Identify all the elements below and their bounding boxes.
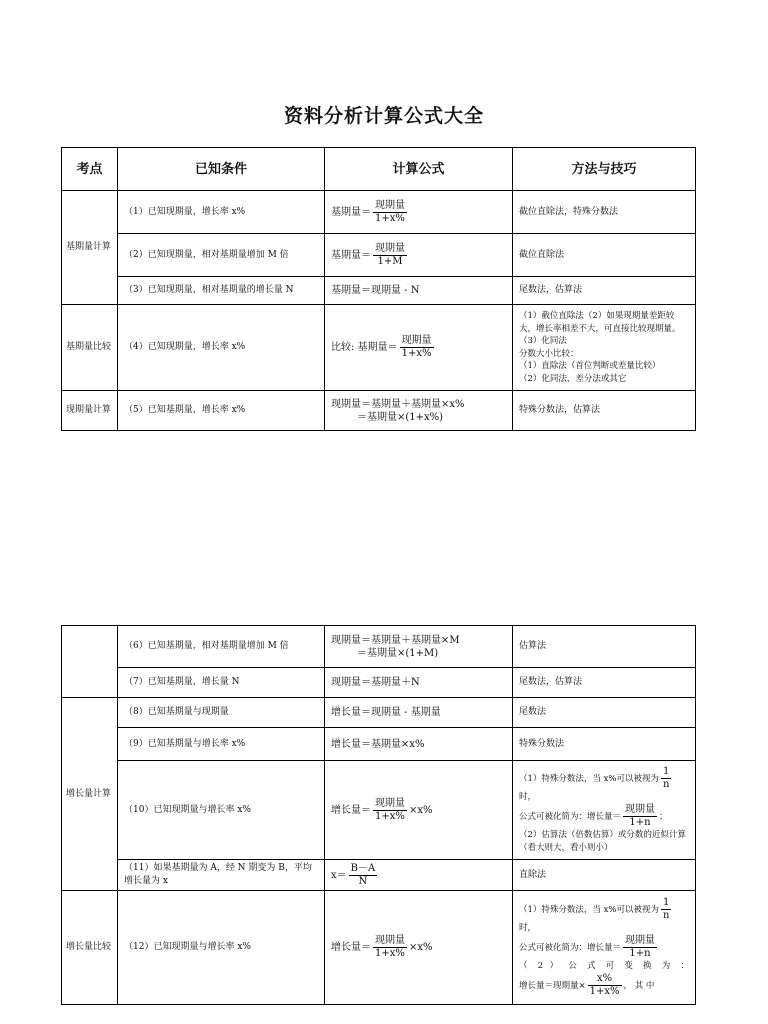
formula-lhs: x＝	[331, 869, 347, 881]
condition-cell: （3）已知现期量，相对基期量的增长量 N	[118, 277, 325, 305]
table-row	[62, 728, 696, 761]
formula-lhs: 基期量＝	[331, 249, 371, 261]
condition-cell: （12）已知现期量与增长率 x%	[118, 891, 325, 1005]
header-condition: 已知条件	[118, 148, 325, 191]
condition-cell: （5）已知基期量，增长率 x%	[118, 391, 325, 431]
table-row	[62, 391, 696, 431]
method-line: 分数大小比较：	[519, 348, 579, 359]
fraction-numerator: x%	[588, 973, 622, 986]
method-cell	[513, 761, 696, 860]
method-text: 时，	[519, 791, 537, 802]
method-cell: 尾数法，估算法	[513, 668, 696, 698]
formula-cell: 增长量＝现期量 - 基期量	[325, 698, 513, 728]
formula-cell: 增长量＝基期量×x%	[325, 728, 513, 761]
fraction-numerator: 1	[661, 897, 671, 910]
method-cell: 截位直除法，特殊分数法	[513, 191, 696, 234]
condition-cell: （6）已知基期量，相对基期量增加 M 倍	[118, 626, 325, 668]
table-row	[62, 234, 696, 277]
method-cell: 尾数法	[513, 698, 696, 728]
formula-cell	[325, 305, 513, 391]
table-row	[62, 277, 696, 305]
method-line	[519, 973, 689, 998]
method-text: 增长量＝现期量×	[519, 981, 586, 991]
formula-line: 现期量＝基期量＋基期量×M	[331, 634, 460, 646]
method-text: 时，	[519, 923, 537, 933]
formula-fraction	[373, 935, 407, 960]
method-text: ， 其 中	[623, 981, 655, 991]
method-cell	[513, 891, 696, 1005]
formula-table-top	[61, 147, 696, 431]
condition-cell: （2）已知现期量，相对基期量增加 M 倍	[118, 234, 325, 277]
fraction-numerator: 现期量	[401, 335, 432, 346]
method-line: （3）化同法	[519, 336, 567, 346]
formula-lhs: 基期量＝	[331, 206, 371, 218]
fraction-numerator: 现期量	[375, 242, 405, 254]
formula-cell	[325, 391, 513, 431]
header-topic: 考点	[62, 148, 118, 191]
method-cell: 尾数法，估算法	[513, 277, 696, 305]
condition-cell: （4）已知现期量，增长率 x%	[118, 305, 325, 391]
fraction-numerator: 1	[661, 766, 671, 779]
method-cell: 直除法	[513, 860, 696, 891]
method-line: （1）直除法（首位判断或差量比较）	[519, 361, 661, 371]
fraction-denominator: 1+n	[629, 816, 651, 828]
page-title: 资料分析计算公式大全	[283, 105, 484, 127]
method-line	[519, 897, 689, 935]
table-row	[62, 305, 696, 391]
table-row	[62, 191, 696, 234]
formula-cell	[325, 860, 513, 891]
fraction-denominator: N	[358, 875, 368, 887]
table-row	[62, 761, 696, 860]
formula-rhs: ×x%	[409, 804, 433, 816]
formula-cell	[325, 891, 513, 1005]
method-cell: 特殊分数法	[513, 728, 696, 761]
fraction-denominator: 1+x%	[589, 986, 620, 997]
condition-cell: （11）如果基期量为 A，经 N 期变为 B，平均增长量为 x	[118, 860, 325, 891]
condition-cell: （1）已知现期量，增长率 x%	[118, 191, 325, 234]
method-fraction	[661, 766, 671, 791]
table-row	[62, 891, 696, 1005]
category-growth-calc: 增长量计算	[62, 698, 118, 891]
method-cell: 估算法	[513, 626, 696, 668]
method-fraction	[623, 935, 657, 960]
formula-fraction	[373, 798, 407, 823]
formula-cell	[325, 234, 513, 277]
formula-line: ＝基期量×(1+x%)	[357, 411, 444, 423]
formula-table-bottom	[61, 625, 696, 1005]
fraction-denominator: 1+x%	[375, 212, 405, 224]
category-continued	[62, 626, 118, 698]
formula-cell: 基期量＝现期量 - N	[325, 277, 513, 305]
formula-fraction	[400, 335, 434, 360]
table-header-row	[62, 148, 696, 191]
fraction-numerator: 现期量	[625, 803, 656, 815]
fraction-denominator: 1+M	[377, 255, 403, 267]
method-text: 公式可被化简为：增长量＝	[519, 943, 622, 953]
fraction-denominator: n	[662, 778, 670, 790]
category-growth-compare: 增长量比较	[62, 891, 118, 1005]
category-base-compare: 基期量比较	[62, 305, 118, 391]
formula-cell	[325, 761, 513, 860]
header-method: 方法与技巧	[513, 148, 696, 191]
method-line	[519, 804, 689, 829]
formula-line: 现期量＝基期量＋基期量×x%	[331, 398, 465, 410]
method-cell	[513, 305, 696, 391]
method-line: （2）化同法，差分法或其它	[519, 373, 627, 384]
fraction-denominator: 1+x%	[401, 348, 432, 359]
fraction-denominator: n	[662, 910, 670, 921]
category-current-calc: 现期量计算	[62, 391, 118, 431]
table-row	[62, 698, 696, 728]
formula-fraction	[373, 200, 407, 225]
formula-cell: 现期量＝基期量＋N	[325, 668, 513, 698]
formula-fraction	[373, 243, 407, 268]
fraction-numerator: 现期量	[375, 935, 405, 946]
fraction-denominator: 1+n	[629, 948, 651, 959]
method-text: （1）特殊分数法，当 x%可以被视为	[519, 905, 659, 915]
method-text: （1）特殊分数法，当 x%可以被视为	[519, 773, 659, 784]
formula-line: ＝基期量×(1+M)	[357, 647, 439, 659]
formula-rhs: ×x%	[409, 942, 433, 953]
fraction-denominator: 1+x%	[375, 810, 405, 822]
formula-fraction	[349, 863, 378, 888]
method-cell: 截位直除法	[513, 234, 696, 277]
method-fraction	[623, 804, 657, 829]
method-cell: 特殊分数法，估算法	[513, 391, 696, 431]
fraction-numerator: 现期量	[625, 935, 656, 946]
method-text: 公式可被化简为：增长量＝	[519, 811, 622, 822]
condition-cell: （8）已知基期量与现期量	[118, 698, 325, 728]
table-row	[62, 626, 696, 668]
formula-lhs: 比较: 基期量＝	[331, 342, 398, 353]
method-fraction	[588, 973, 622, 998]
condition-cell: （10）已知现期量与增长率 x%	[118, 761, 325, 860]
header-formula: 计算公式	[325, 148, 513, 191]
formula-cell	[325, 626, 513, 668]
method-line	[519, 766, 689, 804]
fraction-numerator: 现期量	[375, 199, 405, 211]
table-row	[62, 668, 696, 698]
method-line: （1）截位直除法（2）如果现期量差距较大，增长率相差不大，可直接比较现期量。	[519, 311, 681, 334]
method-text: ；	[659, 811, 668, 822]
formula-cell	[325, 191, 513, 234]
fraction-numerator: B－A	[350, 862, 376, 874]
method-line: （2）估算法（倍数估算）或分数的近似计算（看大则大，看小则小）	[519, 829, 686, 853]
formula-lhs: 增长量＝	[331, 804, 371, 816]
formula-lhs: 增长量＝	[331, 942, 371, 953]
fraction-denominator: 1+x%	[375, 948, 405, 959]
method-fraction	[661, 897, 671, 922]
method-line	[519, 935, 689, 960]
method-line: （ 2 ） 公 式 可 变 换 为 ：	[519, 961, 689, 971]
fraction-numerator: 现期量	[375, 797, 405, 809]
table-row	[62, 860, 696, 891]
condition-cell: （7）已知基期量，增长量 N	[118, 668, 325, 698]
category-base-calc: 基期量计算	[62, 191, 118, 305]
condition-cell: （9）已知基期量与增长率 x%	[118, 728, 325, 761]
